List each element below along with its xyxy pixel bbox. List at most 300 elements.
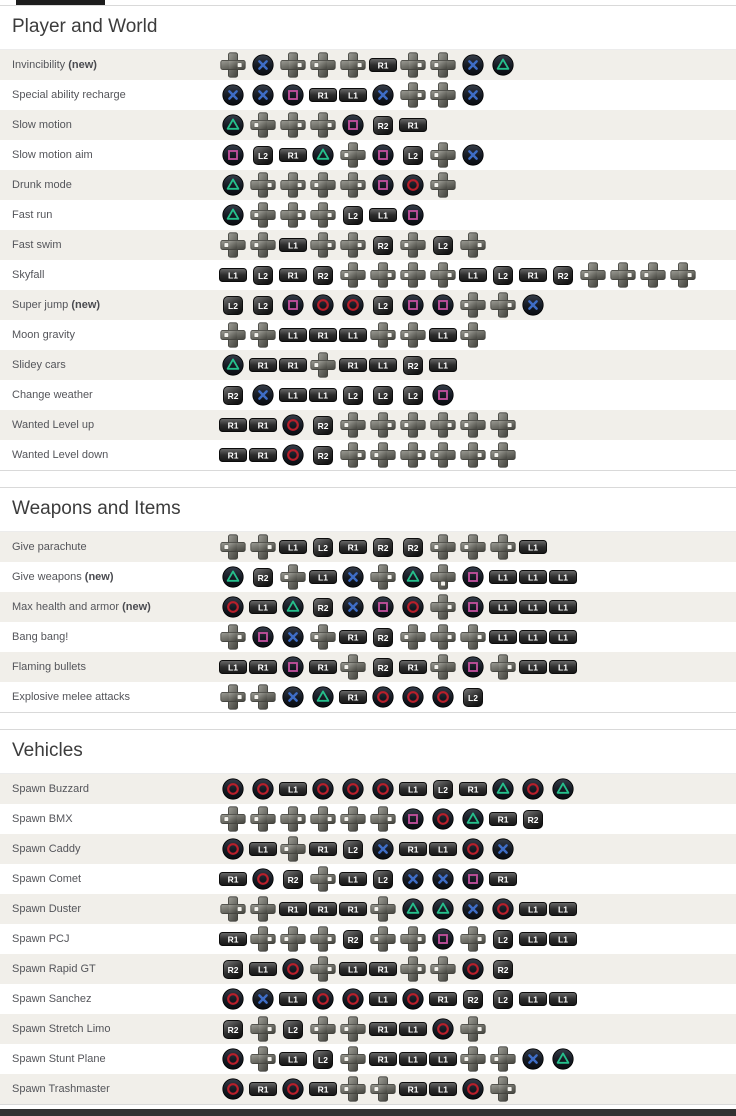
cheat-row bbox=[0, 320, 736, 350]
svg-text:L1: L1 bbox=[288, 1054, 298, 1065]
circle-button-icon bbox=[308, 290, 338, 320]
cheat-name-text: Spawn Sanchez bbox=[12, 993, 92, 1005]
button-sequence bbox=[218, 562, 578, 592]
square-button-icon bbox=[428, 290, 458, 320]
dpad-right-icon bbox=[248, 924, 278, 954]
dpad-left-icon bbox=[308, 350, 338, 380]
r2-button-icon bbox=[368, 230, 398, 260]
svg-text:L2: L2 bbox=[498, 270, 508, 281]
l1-button-icon bbox=[518, 924, 548, 954]
dpad-left-icon bbox=[488, 1044, 518, 1074]
dpad-right-icon bbox=[218, 682, 248, 712]
svg-text:L1: L1 bbox=[438, 844, 448, 855]
cheat-row bbox=[0, 592, 736, 622]
cross-button-icon bbox=[248, 80, 278, 110]
r2-button-icon bbox=[398, 350, 428, 380]
dpad-right-icon bbox=[368, 320, 398, 350]
dpad-left-icon bbox=[458, 1044, 488, 1074]
svg-text:R1: R1 bbox=[527, 270, 539, 281]
svg-text:R1: R1 bbox=[287, 360, 299, 371]
cheat-row bbox=[0, 200, 736, 230]
r1-button-icon bbox=[308, 652, 338, 682]
cross-button-icon bbox=[458, 80, 488, 110]
cheat-row bbox=[0, 290, 736, 320]
r1-button-icon bbox=[278, 260, 308, 290]
cross-button-icon bbox=[338, 592, 368, 622]
cross-button-icon bbox=[458, 894, 488, 924]
l2-button-icon bbox=[218, 290, 248, 320]
svg-text:R1: R1 bbox=[257, 662, 269, 673]
svg-text:L2: L2 bbox=[318, 1054, 328, 1065]
dpad-right-icon bbox=[338, 50, 368, 80]
svg-text:R1: R1 bbox=[377, 964, 389, 975]
l2-button-icon bbox=[248, 290, 278, 320]
svg-text:R2: R2 bbox=[377, 632, 389, 643]
triangle-button-icon bbox=[488, 774, 518, 804]
dpad-right-icon bbox=[338, 440, 368, 470]
circle-button-icon bbox=[218, 774, 248, 804]
button-sequence bbox=[218, 230, 488, 260]
l1-button-icon bbox=[518, 984, 548, 1014]
l1-button-icon bbox=[248, 834, 278, 864]
svg-text:R2: R2 bbox=[467, 994, 479, 1005]
l1-button-icon bbox=[548, 622, 578, 652]
l1-button-icon bbox=[278, 320, 308, 350]
svg-text:R1: R1 bbox=[407, 844, 419, 855]
l1-button-icon bbox=[278, 1044, 308, 1074]
dpad-left-icon bbox=[428, 954, 458, 984]
new-badge: (new) bbox=[68, 59, 97, 71]
svg-text:R1: R1 bbox=[257, 360, 269, 371]
l1-button-icon bbox=[368, 350, 398, 380]
cross-button-icon bbox=[518, 1044, 548, 1074]
l2-button-icon bbox=[368, 290, 398, 320]
svg-text:R1: R1 bbox=[317, 662, 329, 673]
button-sequence bbox=[218, 380, 458, 410]
r1-button-icon bbox=[248, 440, 278, 470]
svg-text:L2: L2 bbox=[498, 934, 508, 945]
dpad-left-icon bbox=[308, 622, 338, 652]
dpad-right-icon bbox=[308, 864, 338, 894]
dpad-right-icon bbox=[248, 1014, 278, 1044]
svg-text:R1: R1 bbox=[317, 330, 329, 341]
dpad-right-icon bbox=[368, 410, 398, 440]
button-sequence bbox=[218, 532, 548, 562]
dpad-down-icon bbox=[428, 562, 458, 592]
dpad-left-icon bbox=[428, 80, 458, 110]
r1-button-icon bbox=[308, 320, 338, 350]
circle-button-icon bbox=[458, 834, 488, 864]
l1-button-icon bbox=[428, 1074, 458, 1104]
dpad-right-icon bbox=[308, 200, 338, 230]
cheat-row bbox=[0, 1014, 736, 1044]
svg-text:L1: L1 bbox=[528, 632, 538, 643]
svg-text:L1: L1 bbox=[288, 240, 298, 251]
dpad-right-icon bbox=[248, 532, 278, 562]
dpad-left-icon bbox=[398, 260, 428, 290]
cross-button-icon bbox=[518, 290, 548, 320]
circle-button-icon bbox=[278, 954, 308, 984]
cheat-name bbox=[0, 89, 218, 101]
svg-text:L2: L2 bbox=[228, 300, 238, 311]
square-button-icon bbox=[278, 290, 308, 320]
svg-text:L2: L2 bbox=[378, 874, 388, 885]
cheat-name-text: Invincibility bbox=[12, 59, 66, 71]
cheat-row bbox=[0, 834, 736, 864]
circle-button-icon bbox=[518, 774, 548, 804]
cheat-name bbox=[0, 1053, 218, 1065]
svg-text:L1: L1 bbox=[348, 874, 358, 885]
l1-button-icon bbox=[548, 924, 578, 954]
l1-button-icon bbox=[368, 984, 398, 1014]
button-sequence bbox=[218, 80, 488, 110]
dpad-left-icon bbox=[338, 410, 368, 440]
svg-text:L1: L1 bbox=[558, 934, 568, 945]
dpad-left-icon bbox=[428, 652, 458, 682]
l1-button-icon bbox=[488, 592, 518, 622]
svg-text:L1: L1 bbox=[528, 572, 538, 583]
cheat-name bbox=[0, 571, 218, 583]
dpad-left-icon bbox=[368, 924, 398, 954]
top-partial-bar bbox=[16, 0, 105, 5]
r2-button-icon bbox=[398, 532, 428, 562]
cheat-name bbox=[0, 813, 218, 825]
cheat-row bbox=[0, 804, 736, 834]
svg-text:L2: L2 bbox=[348, 210, 358, 221]
l2-button-icon bbox=[428, 774, 458, 804]
r1-button-icon bbox=[218, 864, 248, 894]
r1-button-icon bbox=[488, 804, 518, 834]
cheat-name-text: Give parachute bbox=[12, 541, 87, 553]
l2-button-icon bbox=[248, 140, 278, 170]
cheat-name-text: Spawn Rapid GT bbox=[12, 963, 96, 975]
svg-text:R1: R1 bbox=[347, 632, 359, 643]
circle-button-icon bbox=[248, 774, 278, 804]
dpad-right-icon bbox=[488, 652, 518, 682]
cheat-row bbox=[0, 894, 736, 924]
dpad-left-icon bbox=[248, 894, 278, 924]
cheat-name bbox=[0, 1083, 218, 1095]
svg-text:L1: L1 bbox=[438, 360, 448, 371]
l1-button-icon bbox=[488, 562, 518, 592]
dpad-right-icon bbox=[668, 260, 698, 290]
circle-button-icon bbox=[278, 410, 308, 440]
r2-button-icon bbox=[278, 864, 308, 894]
cheat-name-text: Spawn Trashmaster bbox=[12, 1083, 110, 1095]
svg-text:L2: L2 bbox=[258, 300, 268, 311]
cheat-name bbox=[0, 449, 218, 461]
svg-text:L1: L1 bbox=[468, 270, 478, 281]
l1-button-icon bbox=[338, 864, 368, 894]
cheat-name bbox=[0, 269, 218, 281]
cheat-name-text: Spawn PCJ bbox=[12, 933, 70, 945]
svg-text:L1: L1 bbox=[528, 542, 538, 553]
svg-text:L1: L1 bbox=[528, 934, 538, 945]
svg-text:R2: R2 bbox=[317, 602, 329, 613]
triangle-button-icon bbox=[308, 140, 338, 170]
svg-text:R1: R1 bbox=[437, 994, 449, 1005]
dpad-left-icon bbox=[338, 804, 368, 834]
svg-text:L2: L2 bbox=[468, 692, 478, 703]
l2-button-icon bbox=[488, 924, 518, 954]
cheat-row bbox=[0, 682, 736, 712]
dpad-right-icon bbox=[428, 260, 458, 290]
svg-text:R2: R2 bbox=[287, 874, 299, 885]
svg-text:L2: L2 bbox=[378, 390, 388, 401]
l2-button-icon bbox=[488, 984, 518, 1014]
dpad-left-icon bbox=[398, 230, 428, 260]
dpad-left-icon bbox=[308, 170, 338, 200]
new-badge: (new) bbox=[71, 299, 101, 311]
cheat-row bbox=[0, 80, 736, 110]
cheat-name bbox=[0, 149, 218, 161]
button-sequence bbox=[218, 984, 578, 1014]
cheat-name bbox=[0, 299, 218, 311]
l1-button-icon bbox=[338, 80, 368, 110]
dpad-left-icon bbox=[398, 622, 428, 652]
dpad-left-icon bbox=[428, 140, 458, 170]
dpad-left-icon bbox=[488, 440, 518, 470]
cheat-name bbox=[0, 843, 218, 855]
svg-text:R1: R1 bbox=[347, 904, 359, 915]
circle-button-icon bbox=[458, 954, 488, 984]
dpad-right-icon bbox=[278, 170, 308, 200]
circle-button-icon bbox=[218, 984, 248, 1014]
button-sequence bbox=[218, 200, 428, 230]
l1-button-icon bbox=[338, 954, 368, 984]
svg-text:L1: L1 bbox=[558, 632, 568, 643]
r1-button-icon bbox=[338, 532, 368, 562]
l2-button-icon bbox=[398, 140, 428, 170]
svg-text:L1: L1 bbox=[438, 1084, 448, 1095]
r1-button-icon bbox=[248, 1074, 278, 1104]
svg-text:L1: L1 bbox=[438, 1054, 448, 1065]
dpad-left-icon bbox=[338, 140, 368, 170]
l1-button-icon bbox=[518, 622, 548, 652]
svg-text:L1: L1 bbox=[378, 210, 388, 221]
dpad-left-icon bbox=[338, 1014, 368, 1044]
square-button-icon bbox=[218, 140, 248, 170]
svg-text:R1: R1 bbox=[347, 360, 359, 371]
dpad-right-icon bbox=[338, 230, 368, 260]
dpad-left-icon bbox=[458, 410, 488, 440]
dpad-left-icon bbox=[368, 894, 398, 924]
l1-button-icon bbox=[548, 592, 578, 622]
cheat-name bbox=[0, 691, 218, 703]
square-button-icon bbox=[428, 380, 458, 410]
svg-text:R1: R1 bbox=[317, 844, 329, 855]
l1-button-icon bbox=[518, 652, 548, 682]
section-title: Vehicles bbox=[0, 730, 736, 774]
cheat-name-text: Moon gravity bbox=[12, 329, 75, 341]
svg-text:L2: L2 bbox=[318, 542, 328, 553]
svg-text:L2: L2 bbox=[438, 784, 448, 795]
svg-text:R1: R1 bbox=[287, 270, 299, 281]
cheat-name bbox=[0, 963, 218, 975]
square-button-icon bbox=[368, 170, 398, 200]
svg-text:R2: R2 bbox=[377, 662, 389, 673]
circle-button-icon bbox=[398, 592, 428, 622]
r2-button-icon bbox=[548, 260, 578, 290]
svg-text:R1: R1 bbox=[377, 60, 389, 71]
r2-button-icon bbox=[488, 954, 518, 984]
circle-button-icon bbox=[428, 804, 458, 834]
svg-text:L2: L2 bbox=[288, 1024, 298, 1035]
circle-button-icon bbox=[218, 834, 248, 864]
dpad-left-icon bbox=[338, 260, 368, 290]
cross-button-icon bbox=[248, 984, 278, 1014]
l1-button-icon bbox=[278, 230, 308, 260]
cheat-name-text: Super jump bbox=[12, 299, 69, 311]
svg-text:R2: R2 bbox=[317, 450, 329, 461]
dpad-left-icon bbox=[248, 110, 278, 140]
cross-button-icon bbox=[458, 140, 488, 170]
svg-text:R1: R1 bbox=[377, 1024, 389, 1035]
svg-text:R1: R1 bbox=[287, 904, 299, 915]
section-player-and-world bbox=[0, 5, 736, 471]
cheat-name-text: Bang bang! bbox=[12, 631, 69, 643]
l1-button-icon bbox=[548, 562, 578, 592]
cheat-row bbox=[0, 864, 736, 894]
button-sequence bbox=[218, 1074, 518, 1104]
svg-text:R2: R2 bbox=[557, 270, 569, 281]
cheat-row bbox=[0, 380, 736, 410]
dpad-left-icon bbox=[308, 50, 338, 80]
button-sequence bbox=[218, 924, 578, 954]
dpad-left-icon bbox=[398, 410, 428, 440]
l1-button-icon bbox=[548, 652, 578, 682]
r1-button-icon bbox=[248, 410, 278, 440]
r1-button-icon bbox=[428, 984, 458, 1014]
svg-text:L1: L1 bbox=[558, 602, 568, 613]
r1-button-icon bbox=[338, 894, 368, 924]
button-sequence bbox=[218, 260, 698, 290]
dpad-left-icon bbox=[338, 652, 368, 682]
dpad-right-icon bbox=[398, 440, 428, 470]
cheat-name bbox=[0, 119, 218, 131]
svg-text:R2: R2 bbox=[527, 814, 539, 825]
dpad-left-icon bbox=[428, 440, 458, 470]
l1-button-icon bbox=[428, 350, 458, 380]
cheat-row bbox=[0, 260, 736, 290]
svg-text:R1: R1 bbox=[227, 420, 239, 431]
circle-button-icon bbox=[488, 894, 518, 924]
section-vehicles bbox=[0, 729, 736, 1105]
svg-text:L1: L1 bbox=[318, 572, 328, 583]
dpad-left-icon bbox=[338, 1074, 368, 1104]
l2-button-icon bbox=[338, 380, 368, 410]
button-sequence bbox=[218, 170, 458, 200]
cheat-name-text: Special ability recharge bbox=[12, 89, 126, 101]
dpad-left-icon bbox=[458, 290, 488, 320]
l1-button-icon bbox=[278, 380, 308, 410]
dpad-left-icon bbox=[248, 200, 278, 230]
dpad-left-icon bbox=[398, 320, 428, 350]
cheat-row bbox=[0, 622, 736, 652]
cheat-row bbox=[0, 652, 736, 682]
svg-text:R2: R2 bbox=[377, 542, 389, 553]
cross-button-icon bbox=[338, 562, 368, 592]
cheat-row bbox=[0, 1074, 736, 1104]
button-sequence bbox=[218, 110, 428, 140]
svg-text:R2: R2 bbox=[227, 1024, 239, 1035]
dpad-left-icon bbox=[278, 562, 308, 592]
cheat-name-text: Skyfall bbox=[12, 269, 45, 281]
r2-button-icon bbox=[368, 532, 398, 562]
r1-button-icon bbox=[248, 652, 278, 682]
cheat-name-text: Spawn Stunt Plane bbox=[12, 1053, 106, 1065]
svg-text:R1: R1 bbox=[257, 450, 269, 461]
dpad-right-icon bbox=[278, 50, 308, 80]
svg-text:L1: L1 bbox=[558, 994, 568, 1005]
cheat-name bbox=[0, 541, 218, 553]
l2-button-icon bbox=[248, 260, 278, 290]
r1-button-icon bbox=[398, 1074, 428, 1104]
dpad-right-icon bbox=[458, 440, 488, 470]
cheat-name-text: Spawn BMX bbox=[12, 813, 73, 825]
r2-button-icon bbox=[248, 562, 278, 592]
l1-button-icon bbox=[248, 954, 278, 984]
r2-button-icon bbox=[308, 592, 338, 622]
cross-button-icon bbox=[278, 682, 308, 712]
dpad-left-icon bbox=[368, 1074, 398, 1104]
cheat-name-text: Wanted Level down bbox=[12, 449, 109, 461]
dpad-left-icon bbox=[308, 1014, 338, 1044]
cheat-name-text: Spawn Duster bbox=[12, 903, 82, 915]
button-sequence bbox=[218, 894, 578, 924]
l2-button-icon bbox=[278, 1014, 308, 1044]
r2-button-icon bbox=[338, 924, 368, 954]
dpad-left-icon bbox=[218, 804, 248, 834]
dpad-right-icon bbox=[368, 260, 398, 290]
cheat-row bbox=[0, 230, 736, 260]
button-sequence bbox=[218, 140, 488, 170]
dpad-left-icon bbox=[338, 1044, 368, 1074]
l1-button-icon bbox=[398, 1014, 428, 1044]
button-sequence bbox=[218, 622, 578, 652]
dpad-right-icon bbox=[368, 804, 398, 834]
dpad-right-icon bbox=[218, 894, 248, 924]
section-title: Player and World bbox=[0, 6, 736, 50]
triangle-button-icon bbox=[398, 894, 428, 924]
svg-text:R1: R1 bbox=[257, 420, 269, 431]
l1-button-icon bbox=[398, 1044, 428, 1074]
cross-button-icon bbox=[218, 80, 248, 110]
svg-text:L1: L1 bbox=[408, 1024, 418, 1035]
cheat-name bbox=[0, 601, 218, 613]
dpad-right-icon bbox=[278, 200, 308, 230]
l1-button-icon bbox=[278, 774, 308, 804]
svg-text:L1: L1 bbox=[228, 662, 238, 673]
cheat-name-text: Wanted Level up bbox=[12, 419, 95, 431]
svg-text:L1: L1 bbox=[528, 994, 538, 1005]
cross-button-icon bbox=[368, 834, 398, 864]
l2-button-icon bbox=[338, 834, 368, 864]
svg-text:L1: L1 bbox=[408, 784, 418, 795]
r1-button-icon bbox=[368, 1044, 398, 1074]
cheat-name-text: Spawn Comet bbox=[12, 873, 82, 885]
r2-button-icon bbox=[458, 984, 488, 1014]
button-sequence bbox=[218, 774, 578, 804]
cheat-name bbox=[0, 993, 218, 1005]
cheat-name bbox=[0, 59, 218, 71]
svg-text:R1: R1 bbox=[407, 120, 419, 131]
svg-text:R1: R1 bbox=[317, 90, 329, 101]
button-sequence bbox=[218, 1014, 488, 1044]
svg-text:R1: R1 bbox=[407, 662, 419, 673]
r1-button-icon bbox=[218, 410, 248, 440]
svg-text:R2: R2 bbox=[377, 120, 389, 131]
